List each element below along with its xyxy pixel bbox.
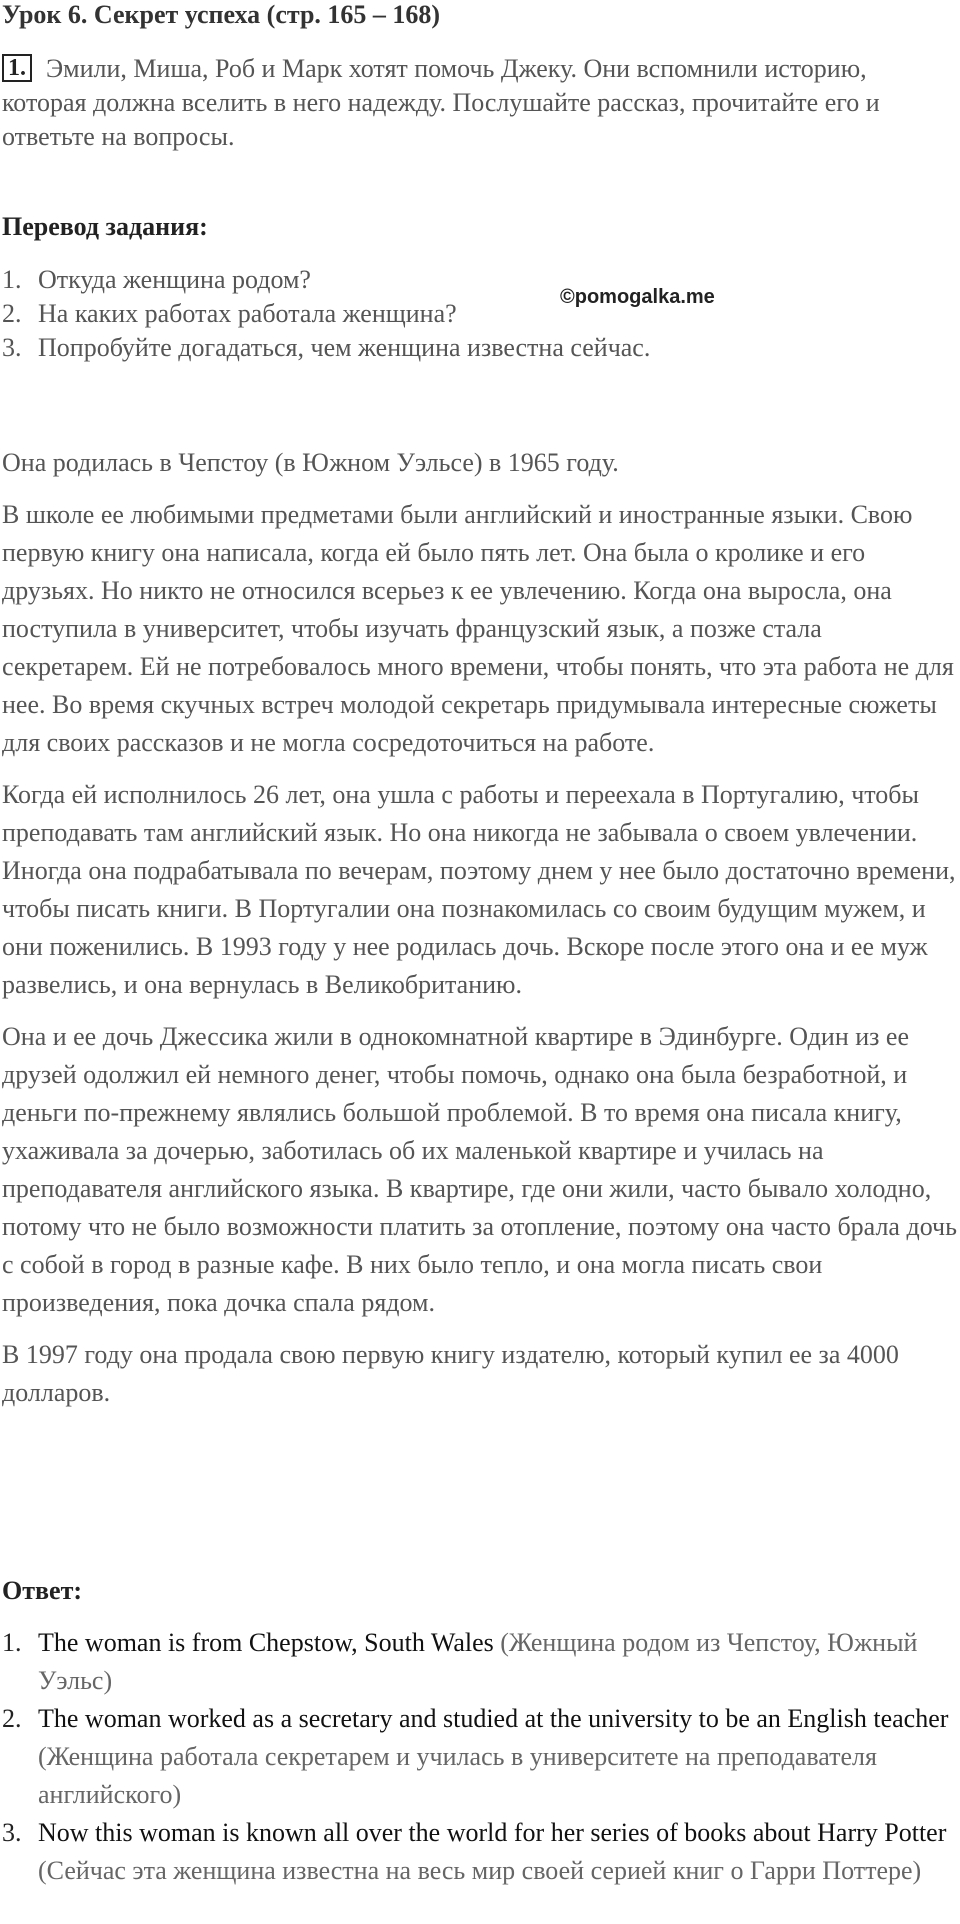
question-item (2, 297, 650, 331)
answer-list (2, 1624, 952, 1890)
answer-item (2, 1814, 952, 1890)
answer-number: 2. (2, 1704, 22, 1733)
answer-russian: (Женщина родом из Чепстоу, Южный Уэльс) (38, 1628, 918, 1695)
page-title: Урок 6. Секрет успеха (стр. 165 – 168) (2, 0, 441, 29)
question-text: Откуда женщина родом? (38, 265, 311, 294)
answer-russian: (Сейчас эта женщина известна на весь мир своей серией книг о Гарри Поттере) (38, 1856, 922, 1885)
answer-number: 1. (2, 1628, 22, 1657)
task-number-badge: 1. (2, 54, 32, 82)
answer-item (2, 1624, 952, 1700)
answer-number: 3. (2, 1818, 22, 1847)
question-number: 2. (2, 299, 22, 328)
story-paragraph: В школе ее любимыми предметами были английский и иностранные языки. Свою первую книгу она написала, когда ей было пять лет. Она была о кролике и его друзьях. Но никто не относился всерьез к ее увлечению. Когда она выросла, она поступила в университет, чтобы изучать французский язык, а позже стала секретарем. Ей не потребовалось много времени, чтобы понять, что эта работа не для нее. Во время скучных встреч молодой секретарь придумывала интересные сюжеты для своих рассказов и не могла сосредоточиться на работе. (2, 500, 954, 757)
question-text: Попробуйте догадаться, чем женщина известна сейчас. (38, 333, 651, 362)
question-item (2, 263, 650, 297)
story-paragraph: Она и ее дочь Джессика жили в однокомнатной квартире в Эдинбурге. Один из ее друзей одолжил ей немного денег, чтобы помочь, однако она была безработной, и деньги по-прежнему являлись большой проблемой. В то время она писала книгу, ухаживала за дочерью, заботилась об их маленькой квартире и училась на преподавателя английского языка. В квартире, где они жили, часто бывало холодно, потому что не было возможности платить за отопление, поэтому она часто брала дочь с собой в город в разные кафе. В них было тепло, и она могла писать свои произведения, пока дочка спала рядом. (2, 1022, 957, 1317)
question-list (2, 263, 650, 365)
question-number: 3. (2, 333, 22, 362)
task-instruction (2, 52, 902, 154)
answer-english: The woman is from Chepstow, South Wales (38, 1628, 494, 1657)
story-text (2, 444, 957, 1426)
answer-item (2, 1700, 952, 1814)
answer-english: The woman worked as a secretary and studied at the university to be an English teacher (38, 1704, 949, 1733)
story-paragraph: В 1997 году она продала свою первую книгу издателю, который купил ее за 4000 долларов. (2, 1340, 899, 1407)
answer-english: Now this woman is known all over the world for her series of books about Harry Potter (38, 1818, 947, 1847)
answer-russian: (Женщина работала секретарем и училась в университете на преподавателя английского) (38, 1742, 877, 1809)
question-number: 1. (2, 265, 22, 294)
question-text: На каких работах работала женщина? (38, 299, 457, 328)
question-item (2, 331, 650, 365)
task-text: Эмили, Миша, Роб и Марк хотят помочь Джеку. Они вспомнили историю, которая должна вселить в него надежду. Послушайте рассказ, прочитайте его и ответьте на вопросы. (2, 54, 880, 151)
story-paragraph: Она родилась в Чепстоу (в Южном Уэльсе) в 1965 году. (2, 448, 619, 477)
story-paragraph: Когда ей исполнилось 26 лет, она ушла с работы и переехала в Португалию, чтобы преподавать там английский язык. Но она никогда не забывала о своем увлечении. Иногда она подрабатывала по вечерам, поэтому днем у нее было достаточно времени, чтобы писать книги. В Португалии она познакомилась со своим будущим мужем, и они поженились. В 1993 году у нее родилась дочь. Вскоре после этого она и ее муж развелись, и она вернулась в Великобританию. (2, 780, 956, 999)
answer-heading: Ответ: (2, 1576, 83, 1605)
translation-heading: Перевод задания: (2, 212, 208, 241)
site-watermark: ©pomogalka.me (560, 286, 715, 308)
